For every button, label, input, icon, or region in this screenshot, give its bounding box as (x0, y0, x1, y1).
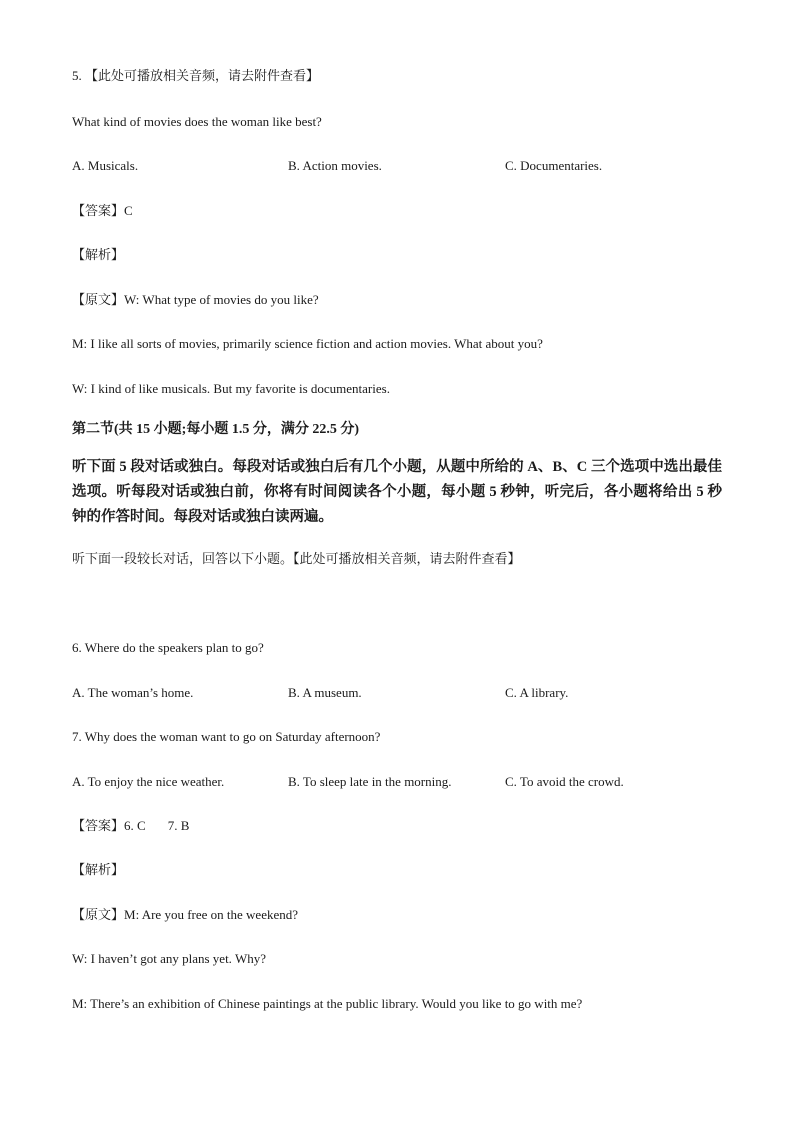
q6-option-a: A. The woman’s home. (72, 685, 194, 700)
q67-answer (72, 818, 189, 834)
transcript-label: 【原文】 (72, 292, 125, 307)
section2-instructions: 听下面 5 段对话或独白。每段对话或独白后有几个小题，从题中所给的 A、B、C 三个选项中选出最佳选项。听每段对话或独白前，你将有时间阅读各个小题，每小题 5 秒钟，听完后，各小题将给出 5 秒钟的作答时间。每段对话或独白读两遍。 (72, 459, 722, 525)
transcript-label: 【原文】 (72, 907, 125, 922)
answer-7: 7. B (167, 818, 190, 833)
answer-6: 6. C (124, 818, 146, 833)
q5-audio-note: 5. 【此处可播放相关音频，请去附件查看】 (72, 68, 320, 83)
q67-transcript-line-1 (72, 907, 298, 923)
q5-analysis-label: 【解析】 (72, 247, 125, 262)
q5-transcript-line-3: W: I kind of like musicals. But my favorite is documentaries. (72, 381, 390, 396)
q7-question: 7. Why does the woman want to go on Saturday afternoon? (72, 729, 381, 744)
q6-option-b: B. A museum. (288, 685, 362, 700)
transcript-text: W: What type of movies do you like? (124, 292, 319, 307)
q7-option-b: B. To sleep late in the morning. (288, 774, 452, 789)
q5-transcript-line-1 (72, 292, 319, 308)
q5-option-c: C. Documentaries. (505, 158, 603, 173)
section2-intro: 听下面一段较长对话，回答以下小题。【此处可播放相关音频，请去附件查看】 (72, 551, 521, 566)
answer-value: C (124, 203, 133, 218)
q6-options (72, 685, 732, 701)
q67-transcript-line-2: W: I haven’t got any plans yet. Why? (72, 951, 266, 966)
q5-option-b: B. Action movies. (288, 158, 382, 173)
q7-option-c: C. To avoid the crowd. (505, 774, 624, 789)
q5-transcript-line-2: M: I like all sorts of movies, primarily science fiction and action movies. What about you? (72, 336, 543, 351)
q6-option-c: C. A library. (505, 685, 569, 700)
q5-options (72, 158, 732, 174)
q7-option-a: A. To enjoy the nice weather. (72, 774, 225, 789)
answer-label: 【答案】 (72, 818, 125, 833)
q5-option-a: A. Musicals. (72, 158, 139, 173)
section2-title: 第二节(共 15 小题;每小题 1.5 分，满分 22.5 分) (72, 422, 359, 437)
answer-label: 【答案】 (72, 203, 125, 218)
transcript-text: M: Are you free on the weekend? (124, 907, 299, 922)
q67-analysis-label: 【解析】 (72, 862, 125, 877)
q5-answer (72, 203, 133, 219)
q7-options (72, 774, 732, 790)
q6-question: 6. Where do the speakers plan to go? (72, 640, 264, 655)
q5-question: What kind of movies does the woman like best? (72, 114, 322, 129)
q67-transcript-line-3: M: There’s an exhibition of Chinese paintings at the public library. Would you like to go with me? (72, 996, 583, 1011)
